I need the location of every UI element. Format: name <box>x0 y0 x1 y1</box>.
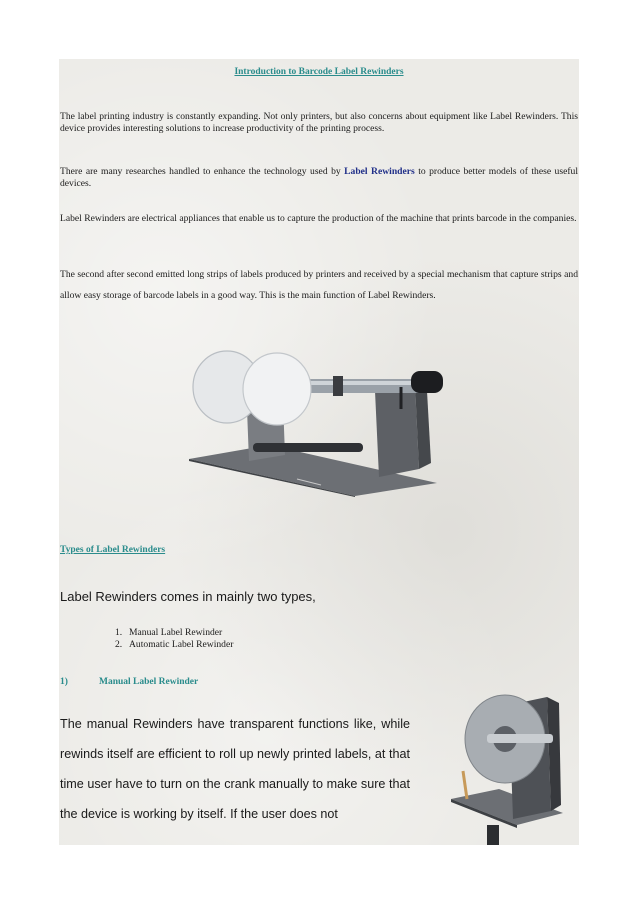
paragraph-research-text-end: to produce better models of these useful devices. <box>60 166 578 189</box>
list-item <box>115 639 233 651</box>
paragraph-research-text-start: There are many researches handled to enhance the technology used by <box>60 166 345 177</box>
list-item-number: 2. <box>115 639 123 650</box>
list-item-label: Manual Label Rewinder <box>129 627 223 638</box>
manual-rewinder-heading <box>60 677 198 687</box>
paragraph-research <box>60 166 578 190</box>
manual-heading-label: Manual Label Rewinder <box>99 677 199 687</box>
paragraph-definition: Label Rewinders are electrical appliances that enable us to capture the production of the machine that prints barcode in the companies. <box>60 213 577 224</box>
paragraph-intro: The label printing industry is constantly expanding. Not only printers, but also concerns about equipment like Label Rewinders. This device provides interesting solutions to increase productivity of the printing process. <box>60 111 578 134</box>
list-item-label: Automatic Label Rewinder <box>129 639 234 650</box>
label-rewinder-image <box>187 347 445 497</box>
manual-rewinder-text: The manual Rewinders have transparent functions like, while rewinds itself are efficient to roll up newly printed labels, at that time user have to turn on the crank manually to make sure that the device is working by itself. If the user does not <box>60 717 410 821</box>
label-rewinders-keyword: Label Rewinders <box>344 166 415 177</box>
types-list <box>115 627 233 651</box>
types-heading[interactable]: Types of Label Rewinders <box>60 545 166 555</box>
manual-heading-number: 1) <box>60 677 68 687</box>
manual-rewinder-image <box>447 683 567 845</box>
types-intro: Label Rewinders comes in mainly two types, <box>60 589 316 604</box>
list-item <box>115 627 233 639</box>
document-page <box>59 59 579 845</box>
paragraph-function: The second after second emitted long strips of labels produced by printers and received by a special mechanism that capture strips and allow easy storage of barcode labels in a good way. This is the main function of Label Rewinders. <box>60 269 578 301</box>
document-title[interactable]: Introduction to Barcode Label Rewinders <box>234 67 404 77</box>
list-item-number: 1. <box>115 627 123 638</box>
